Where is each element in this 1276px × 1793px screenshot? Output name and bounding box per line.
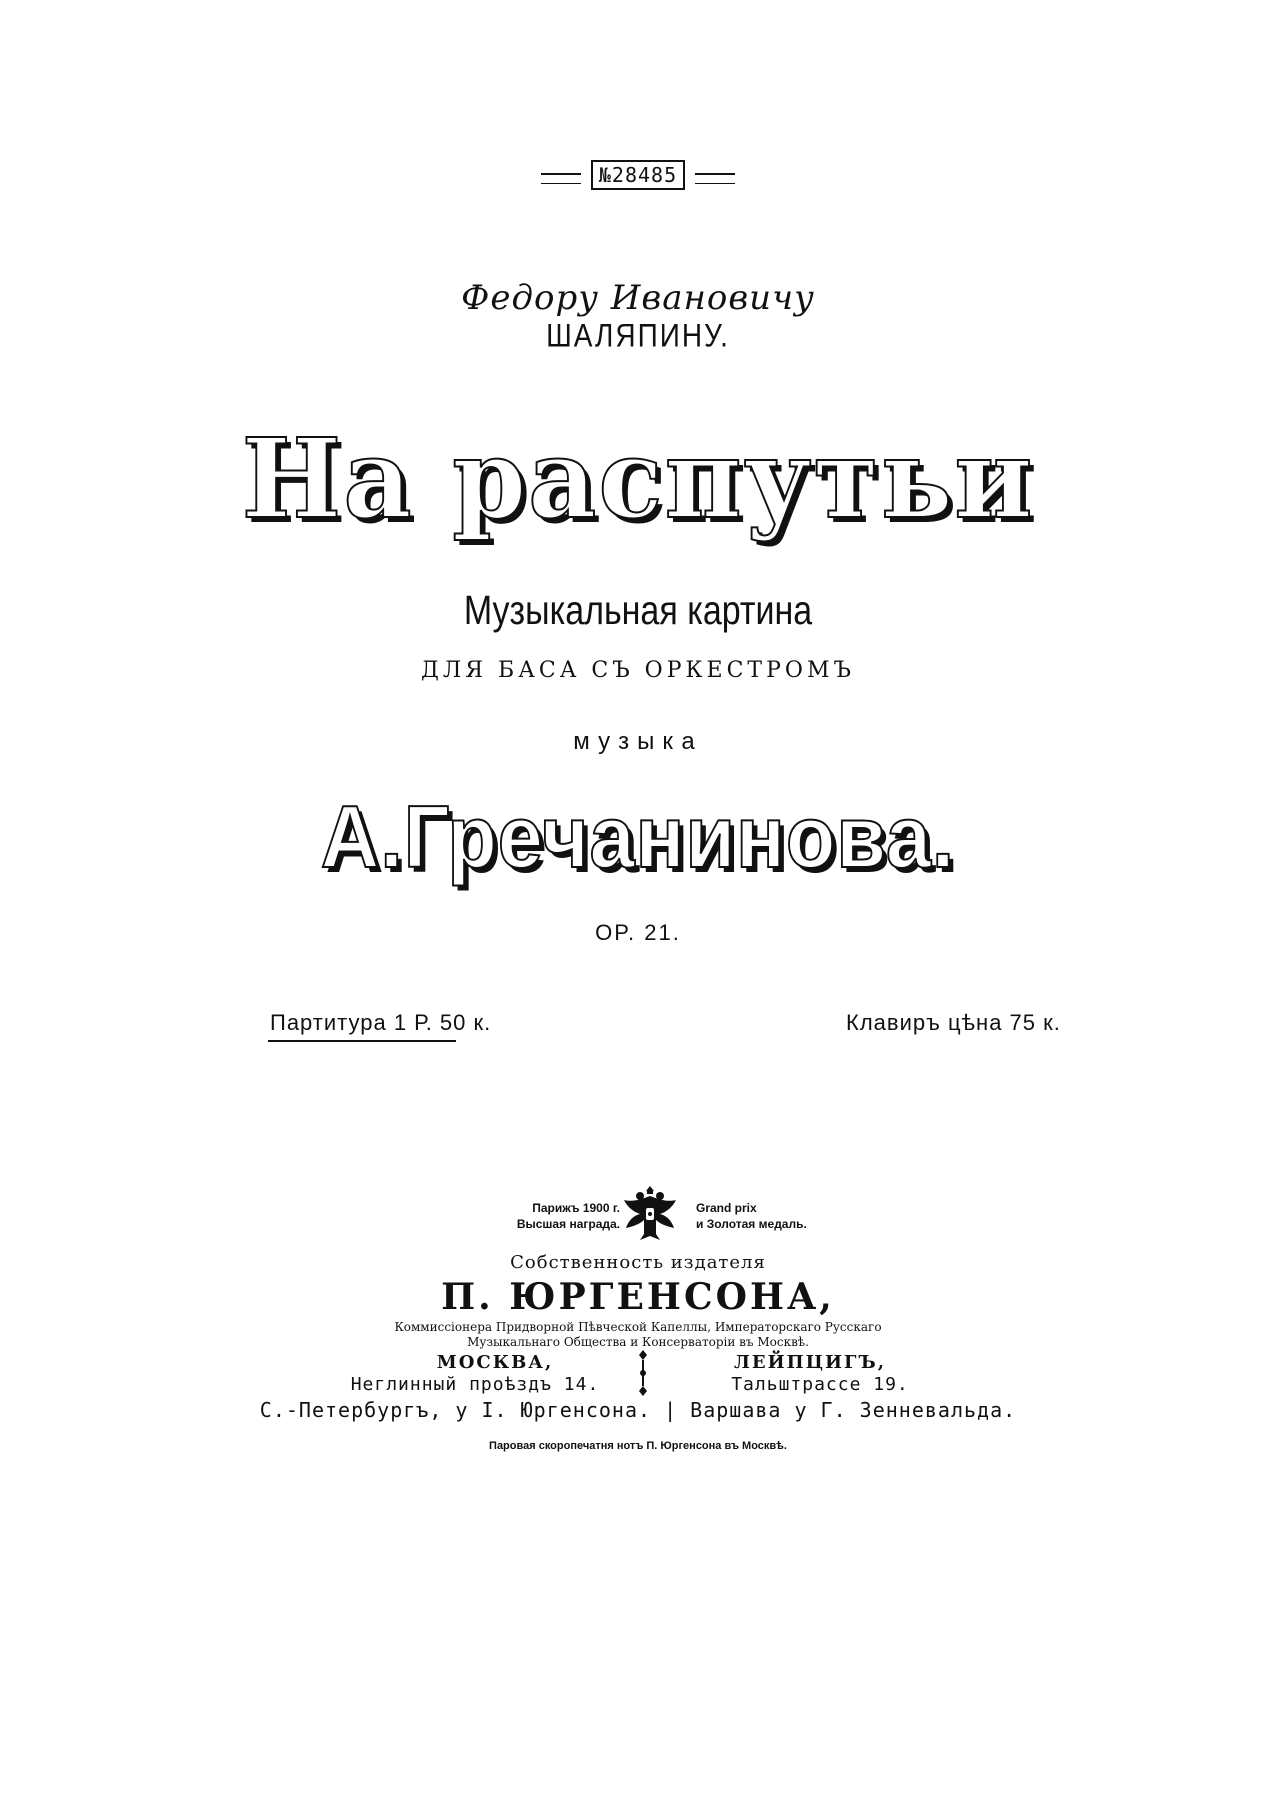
award-left-line-1: Парижъ 1900 г. [532,1201,620,1215]
divider-ornament [636,1350,650,1396]
award-left [460,1200,620,1232]
dedication-name: Федору Ивановичу [461,278,815,318]
printer-line: Паровая скоропечатня нотъ П. Юргенсона въ Москвѣ. [489,1440,787,1452]
double-headed-eagle-icon [618,1182,682,1246]
publisher-description [0,1320,1276,1350]
music-by-label: музыка [573,728,703,755]
piano-score-price: Клавиръ цѣна 75 к. [846,1010,1061,1035]
plate-number-block [0,160,1276,190]
subtitle: Музыкальная картина [463,588,813,634]
title: На распутьи [241,414,1035,543]
publisher-description-line-2: Музыкальнаго Общества и Консерваторіи въ Москвѣ. [467,1335,809,1349]
publisher-name: П. ЮРГЕНСОНА, [441,1276,835,1318]
dedication-surname: ШАЛЯПИНУ. [546,317,730,354]
award-right [696,1200,856,1232]
composer-name: А.Гречанинова. [320,787,956,886]
award-right-line-1: Grand prix [696,1201,757,1215]
scoring: ДЛЯ БАСА СЪ ОРКЕСТРОМЪ [421,658,855,683]
opus-number: OP. 21. [595,920,681,945]
branches: С.-Петербургъ, у І. Юргенсона. | Варшава у Г. Зенневальда. [259,1398,1017,1422]
score-price: Партитура 1 Р. 50 к. [270,1010,492,1035]
award-right-line-2: и Золотая медаль. [696,1217,807,1231]
award-left-line-2: Высшая награда. [516,1217,620,1231]
address-moscow: Неглинный проѣздъ 14. [350,1374,600,1395]
plate-ornament-left [541,173,581,184]
city-leipzig: ЛЕЙПЦИГЪ, [734,1352,886,1373]
publisher-description-line-1: Коммиссіонера Придворной Пѣвческой Капеллы, Императорскаго Русскаго [394,1320,882,1334]
property-notice: Собственность издателя [510,1252,766,1273]
plate-ornament-right [695,173,735,184]
city-moscow: МОСКВА, [436,1352,554,1373]
address-leipzig: Тальштрассе 19. [731,1374,909,1395]
plate-number: №28485 [591,160,685,190]
score-price-underline [268,1040,456,1042]
